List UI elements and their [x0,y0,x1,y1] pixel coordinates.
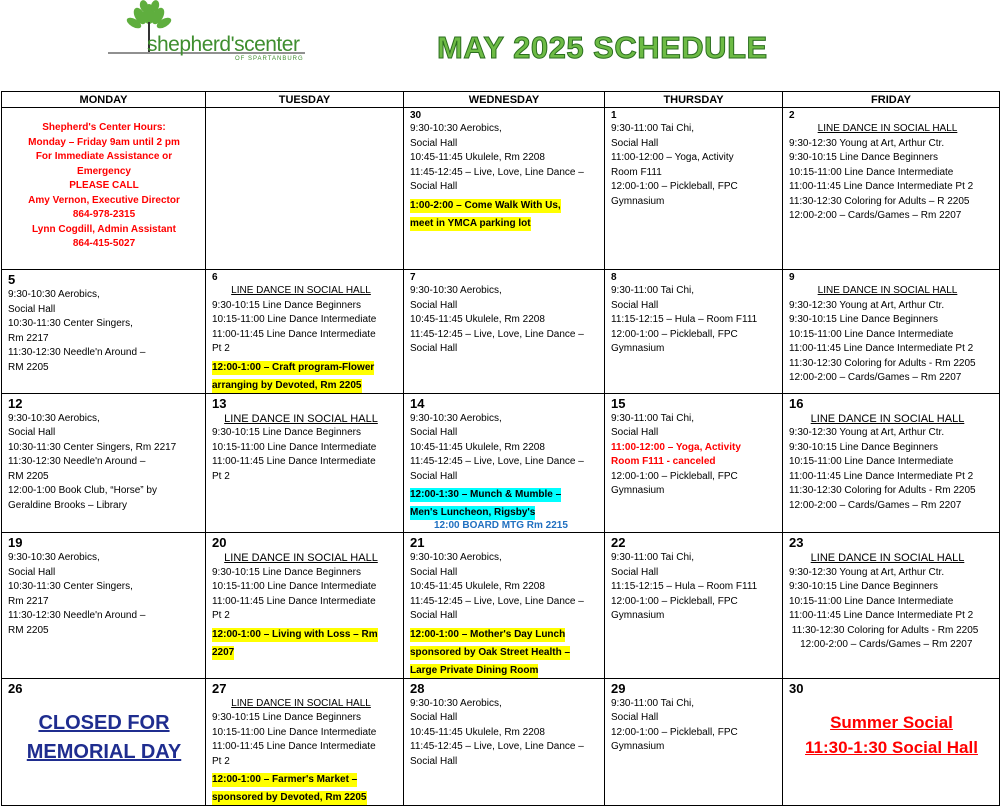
event-line: 12:00-2:00 – Cards/Games – Rm 2207 [789,639,973,650]
event-line: 11:30-12:30 Needle'n Around – [8,347,146,358]
day-number: 6 [212,272,218,283]
event-line: RM 2205 [8,361,49,373]
day-number: 27 [212,680,227,696]
header-friday: FRIDAY [783,92,1000,108]
header-monday: MONDAY [2,92,206,108]
day-cell-23 [783,533,1000,679]
event-line: 11:00-11:45 Line Dance Intermediate [212,456,376,467]
event-line: 9:30-11:00 Tai Chi, [611,412,695,424]
event-line: 10:30-11:30 Center Singers, Rm 2217 [8,441,177,453]
event-line: 9:30-10:15 Line Dance Beginners [789,314,938,325]
event-line: 10:15-11:00 Line Dance Intermediate [789,166,954,178]
canceled-event: 11:00-12:00 – Yoga, Activity [611,441,741,453]
day-cell-7 [404,270,605,394]
event-line: 10:15-11:00 Line Dance Intermediate [789,595,954,607]
info-line: Amy Vernon, Executive Director [28,194,180,206]
header-wednesday: WEDNESDAY [404,92,605,108]
event-line: Social Hall [8,566,56,578]
event-line: Gymnasium [611,195,665,207]
event-line: 11:45-12:45 – Live, Love, Line Dance – [410,166,584,178]
line-dance-heading: LINE DANCE IN SOCIAL HALL [817,285,958,296]
day-cell-22 [605,533,783,679]
line-dance-heading: LINE DANCE IN SOCIAL HALL [810,552,965,564]
event-line: Pt 2 [212,470,230,482]
event-line: 11:15-12:15 – Hula – Room F111 [611,314,758,325]
event-line: Gymnasium [611,485,665,496]
line-dance-heading: LINE DANCE IN SOCIAL HALL [810,412,965,425]
event-line: 10:15-11:00 Line Dance Intermediate [789,328,954,340]
week-row-5 [2,678,1000,806]
highlighted-event: 12:00-1:00 – Craft program-Flower [212,361,375,373]
day-cell-apr-30 [404,108,605,270]
day-cell-16 [783,393,1000,533]
day-cell-5 [2,270,206,394]
day-number: 14 [410,395,425,411]
day-number: 29 [611,680,626,696]
day-cell-9 [783,270,1000,394]
event-line: Social Hall [410,299,458,311]
event-line: 11:30-12:30 Coloring for Adults – R 2205 [789,195,970,207]
event-line: 10:45-11:45 Ukulele, Rm 2208 [410,726,545,738]
event-line: 11:00-12:00 – Yoga, Activity [611,152,734,163]
event-line: 9:30-11:00 Tai Chi, [611,285,695,296]
info-line: For Immediate Assistance or [35,151,173,162]
event-line: 11:00-11:45 Line Dance Intermediate Pt 2 [789,610,974,621]
day-cell-21 [404,533,605,679]
event-line: Pt 2 [212,755,230,767]
line-dance-heading: LINE DANCE IN SOCIAL HALL [224,552,378,564]
event-line: 9:30-10:30 Aerobics, [410,697,502,709]
highlighted-event: sponsored by Oak Street Health – [410,646,571,658]
day-number: 7 [410,272,416,283]
highlighted-event: 12:00-1:30 – Munch & Mumble – [410,489,562,500]
event-line: 11:30-12:30 Coloring for Adults - Rm 2205 [789,624,979,636]
event-line: 10:45-11:45 Ukulele, Rm 2208 [410,314,545,325]
day-cell-26 [2,678,206,806]
event-line: 11:45-12:45 – Live, Love, Line Dance – [410,741,584,752]
event-line: Social Hall [8,427,56,438]
highlighted-event: arranging by Devoted, Rm 2205 [212,379,362,391]
event-line: 11:00-11:45 Line Dance Intermediate Pt 2 [789,343,974,354]
logo-subtitle: OF SPARTANBURG [235,56,304,62]
event-line: 10:15-11:00 Line Dance Intermediate [212,441,377,453]
week-row-1 [2,108,1000,270]
event-line: 11:30-12:30 Needle'n Around – [8,456,146,467]
day-cell-14 [404,393,605,533]
event-line: 9:30-10:15 Line Dance Beginners [789,581,938,592]
day-cell-27 [206,678,404,806]
event-line: 12:00-1:00 – Pickleball, FPC [611,181,738,192]
day-cell-8 [605,270,783,394]
event-line: 9:30-10:30 Aerobics, [410,285,502,296]
day-number: 9 [789,272,795,283]
event-line: Rm 2217 [8,595,49,607]
day-cell-29 [605,678,783,806]
day-cell-15 [605,393,783,533]
header-tuesday: TUESDAY [206,92,404,108]
page-title: MAY 2025 SCHEDULE [437,30,768,65]
day-cell-1 [605,108,783,270]
line-dance-heading: LINE DANCE IN SOCIAL HALL [231,285,371,296]
event-line: 12:00-1:00 – Pickleball, FPC [611,470,738,482]
day-number: 26 [8,680,23,696]
event-line: Gymnasium [611,610,665,621]
event-line: 9:30-10:30 Aerobics, [8,412,100,424]
day-cell-30 [783,678,1000,806]
event-line: 11:30-12:30 Coloring for Adults - Rm 2205 [789,357,976,369]
day-cell-28 [404,678,605,806]
line-dance-heading: LINE DANCE IN SOCIAL HALL [817,123,958,134]
day-number: 19 [8,535,23,550]
event-line: 11:15-12:15 – Hula – Room F111 [611,581,758,592]
highlighted-event: sponsored by Devoted, Rm 2205 [212,792,367,803]
event-line: 12:00-2:00 – Cards/Games – Rm 2207 [789,499,962,511]
day-number: 8 [611,272,617,283]
event-line: 11:00-11:45 Line Dance Intermediate Pt 2 [789,470,974,482]
center-hours-info [2,108,206,270]
board-meeting-note: 12:00 BOARD MTG Rm 2215 [434,520,568,531]
event-line: RM 2205 [8,624,49,636]
logo-wordmark: shepherd'scenter [147,33,300,56]
event-line: 11:00-11:45 Line Dance Intermediate [212,741,376,752]
day-number: 1 [611,110,617,121]
summer-social-notice [789,710,994,760]
event-line: 9:30-11:00 Tai Chi, [611,697,695,709]
event-line: 9:30-11:00 Tai Chi, [611,552,695,563]
event-line: 9:30-10:30 Aerobics, [410,412,502,424]
info-line: PLEASE CALL [69,180,139,191]
highlighted-event: 12:00-1:00 – Living with Loss – Rm [212,628,378,640]
summer-line: 11:30-1:30 Social Hall [805,737,978,757]
event-line: 10:45-11:45 Ukulele, Rm 2208 [410,152,545,163]
event-line: 11:45-12:45 – Live, Love, Line Dance – [410,595,584,607]
event-line: 9:30-10:15 Line Dance Beginners [212,712,361,723]
event-line: 11:00-11:45 Line Dance Intermediate Pt 2 [789,181,974,192]
event-line: 10:15-11:00 Line Dance Intermediate [212,581,377,592]
highlighted-event: Men's Luncheon, Rigsby's [410,507,536,518]
day-number: 21 [410,535,425,550]
highlighted-event: 12:00-1:00 – Mother's Day Lunch [410,628,566,640]
event-line: 10:30-11:30 Center Singers, [8,318,133,329]
event-line: 9:30-10:15 Line Dance Beginners [212,427,361,438]
event-line: 11:30-12:30 Coloring for Adults - Rm 2205 [789,485,976,496]
day-cell-13 [206,393,404,533]
closed-line: CLOSED FOR [38,711,170,734]
event-line: Social Hall [410,427,458,438]
info-line: Monday – Friday 9am until 2 pm [28,136,180,148]
event-line: 12:00-1:00 – Pickleball, FPC [611,328,738,340]
memorial-day-closed-notice [8,709,200,767]
highlighted-event: 12:00-1:00 – Farmer's Market – [212,774,358,785]
day-cell-empty [206,108,404,270]
highlighted-event: 1:00-2:00 – Come Walk With Us, [410,199,561,211]
event-line: Social Hall [611,299,659,311]
event-line: Social Hall [611,427,659,438]
event-line: 12:00-1:00 Book Club, “Horse” by [8,485,157,496]
week-row-2 [2,270,1000,394]
event-line: Gymnasium [611,741,665,752]
event-line: 10:45-11:45 Ukulele, Rm 2208 [410,441,545,453]
event-line: 11:30-12:30 Needle'n Around – [8,610,146,621]
shepherds-center-logo [105,0,310,68]
day-number: 13 [212,395,227,411]
event-line: 11:00-11:45 Line Dance Intermediate [212,595,376,607]
canceled-event: Room F111 - canceled [611,456,716,467]
day-cell-12 [2,393,206,533]
day-number: 5 [8,272,16,287]
day-number: 20 [212,535,227,550]
event-line: 9:30-12:30 Young at Art, Arthur Ctr. [789,137,945,149]
event-line: 11:45-12:45 – Live, Love, Line Dance – [410,456,584,467]
event-line: 9:30-10:15 Line Dance Beginners [789,441,938,453]
schedule-calendar [1,91,1000,806]
event-line: Social Hall [410,343,458,354]
day-number: 2 [789,110,795,121]
event-line: 9:30-10:15 Line Dance Beginners [212,299,361,311]
week-row-3 [2,393,1000,533]
event-line: 9:30-12:30 Young at Art, Arthur Ctr. [789,566,945,578]
event-line: 9:30-10:15 Line Dance Beginners [212,566,361,578]
event-line: 12:00-2:00 – Cards/Games – Rm 2207 [789,372,962,383]
info-line: Shepherd's Center Hours: [42,122,166,133]
closed-line: MEMORIAL DAY [26,740,182,763]
highlighted-event: 2207 [212,646,235,658]
day-cell-20 [206,533,404,679]
header-thursday: THURSDAY [605,92,783,108]
event-line: Social Hall [410,566,458,578]
event-line: Social Hall [611,712,659,723]
event-line: 10:15-11:00 Line Dance Intermediate [789,456,954,467]
event-line: Social Hall [8,303,56,315]
weekday-header-row [2,92,1000,108]
event-line: 9:30-10:30 Aerobics, [8,552,100,563]
event-line: Social Hall [410,470,458,482]
event-line: Rm 2217 [8,332,49,344]
week-row-4 [2,533,1000,679]
summer-line: Summer Social [830,712,953,732]
event-line: 9:30-10:15 Line Dance Beginners [789,152,938,163]
event-line: Social Hall [410,610,458,621]
day-cell-6 [206,270,404,394]
day-number: 30 [789,680,804,696]
event-line: 12:00-2:00 – Cards/Games – Rm 2207 [789,210,962,221]
highlighted-event: Large Private Dining Room [410,664,539,676]
day-number: 28 [410,680,425,696]
event-line: 9:30-12:30 Young at Art, Arthur Ctr. [789,427,945,438]
event-line: 9:30-11:00 Tai Chi, [611,123,695,134]
day-number: 12 [8,395,23,411]
event-line: 10:15-11:00 Line Dance Intermediate [212,314,377,325]
event-line: 12:00-1:00 – Pickleball, FPC [611,595,738,607]
info-line: 864-415-5027 [72,238,136,249]
event-line: Social Hall [611,137,659,149]
line-dance-heading: LINE DANCE IN SOCIAL HALL [231,697,371,709]
event-line: Geraldine Brooks – Library [8,499,127,511]
info-line: Lynn Cogdill, Admin Assistant [32,223,176,235]
event-line: 11:00-11:45 Line Dance Intermediate [212,328,376,340]
day-number: 22 [611,535,626,550]
event-line: 9:30-12:30 Young at Art, Arthur Ctr. [789,299,945,311]
event-line: 11:45-12:45 – Live, Love, Line Dance – [410,328,584,340]
event-line: Social Hall [410,755,458,767]
day-number: 23 [789,535,804,550]
info-line: 864-978-2315 [72,209,136,220]
event-line: Social Hall [410,712,458,723]
event-line: Room F111 [611,166,662,178]
info-line: Emergency [77,165,131,177]
event-line: 12:00-1:00 – Pickleball, FPC [611,726,738,738]
event-line: 10:30-11:30 Center Singers, [8,581,133,592]
line-dance-heading: LINE DANCE IN SOCIAL HALL [224,412,378,425]
day-cell-2 [783,108,1000,270]
day-cell-19 [2,533,206,679]
event-line: 10:45-11:45 Ukulele, Rm 2208 [410,581,545,592]
event-line: 9:30-10:30 Aerobics, [8,289,100,300]
event-line: 10:15-11:00 Line Dance Intermediate [212,726,377,738]
event-line: Social Hall [611,566,659,578]
event-line: 9:30-10:30 Aerobics, [410,123,502,134]
event-line: Social Hall [410,137,458,149]
day-number: 15 [611,395,626,411]
day-number: 16 [789,395,804,411]
event-line: Social Hall [410,181,458,192]
event-line: Pt 2 [212,610,230,621]
event-line: Pt 2 [212,343,230,354]
highlighted-event: meet in YMCA parking lot [410,217,531,229]
event-line: Gymnasium [611,343,665,354]
event-line: RM 2205 [8,470,49,482]
event-line: 9:30-10:30 Aerobics, [410,552,502,563]
day-number: 30 [410,110,422,121]
